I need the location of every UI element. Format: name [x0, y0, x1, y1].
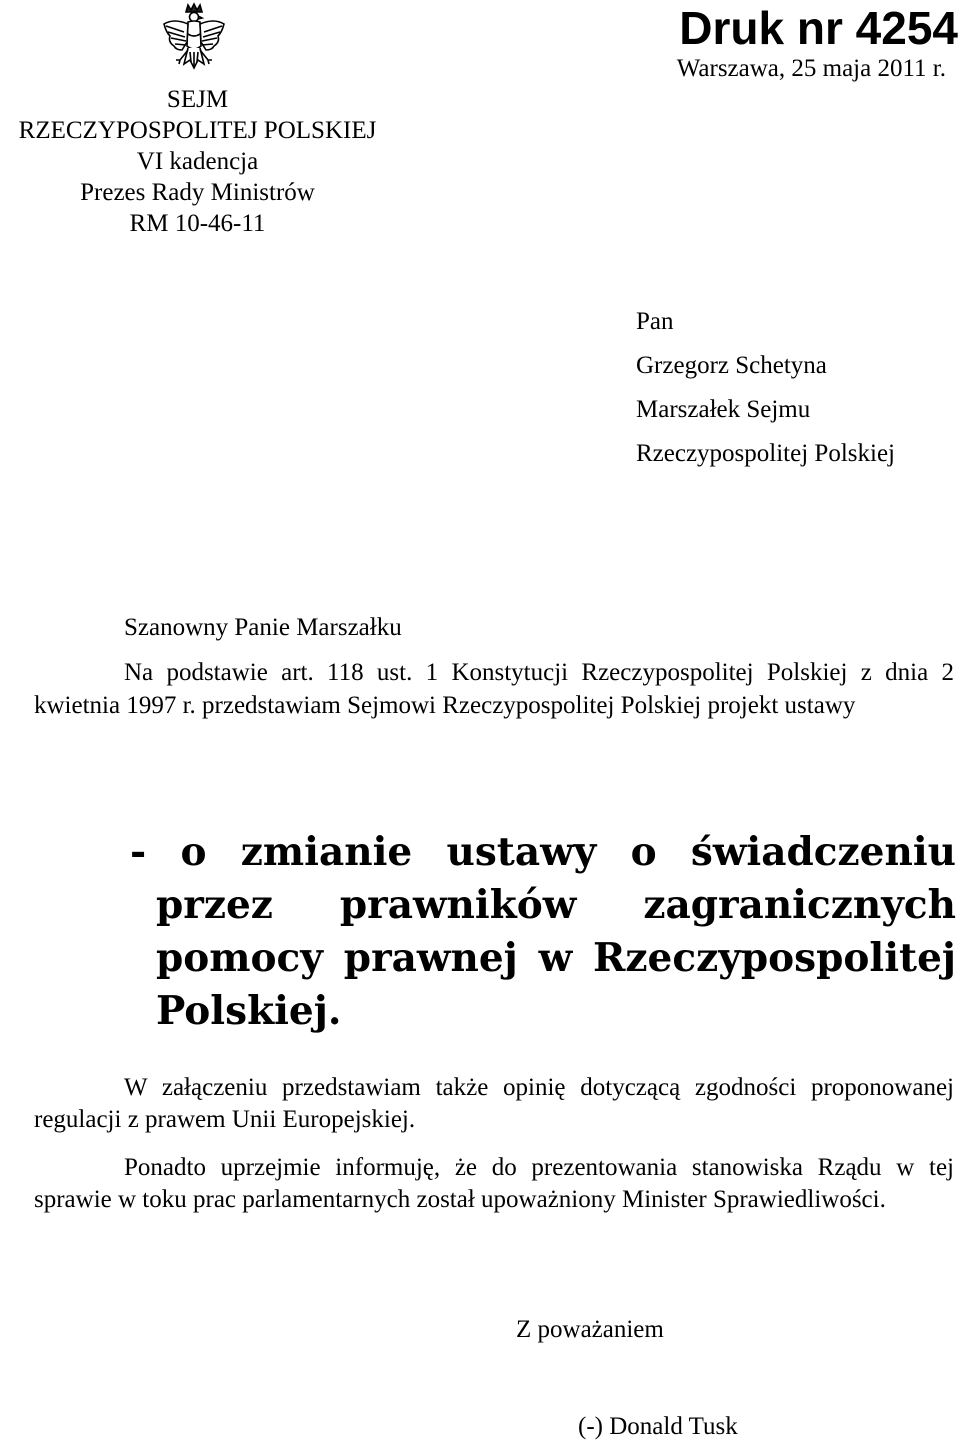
addressee-line: Grzegorz Schetyna — [636, 352, 827, 379]
sender-block — [0, 84, 395, 239]
sender-line: RZECZYPOSPOLITEJ POLSKIEJ — [18, 117, 377, 144]
addressee-line: Marszałek Sejmu — [636, 396, 811, 423]
closing-phrase: Z poważaniem — [516, 1316, 664, 1343]
place-date: Warszawa, 25 maja 2011 r. — [676, 55, 946, 82]
salutation: Szanowny Panie Marszałku — [124, 614, 402, 641]
body-paragraph: W załączeniu przedstawiam także opinię dotyczącą zgodności proponowanej regulacji z prawem Unii Europejskiej. — [34, 1074, 954, 1133]
sender-line: SEJM — [166, 86, 229, 113]
addressee-line: Pan — [636, 308, 674, 335]
addressee-line: Rzeczypospolitej Polskiej — [636, 440, 895, 467]
sender-line: VI kadencja — [136, 148, 259, 175]
signature: (-) Donald Tusk — [578, 1413, 738, 1440]
body-paragraph: Ponadto uprzejmie informuję, że do prezentowania stanowiska Rządu w tej sprawie w toku prac parlamentarnych został upoważniony Minister Sprawiedliwości. — [34, 1154, 954, 1213]
addressee-block — [636, 300, 895, 476]
reference-number: RM 10-46-11 — [129, 210, 266, 237]
print-number: Druk nr 4254 — [679, 2, 958, 54]
polish-eagle-emblem-icon — [160, 2, 228, 82]
bill-title: - o zmianie ustawy o świadczeniu przez prawników zagranicznych pomocy prawnej w Rzeczypospolitej Polskiej. — [130, 829, 956, 1034]
sender-line: Prezes Rady Ministrów — [80, 179, 315, 206]
body-paragraph: Na podstawie art. 118 ust. 1 Konstytucji Rzeczypospolitej Polskiej z dnia 2 kwietnia 1997 r. przedstawiam Sejmowi Rzeczypospolitej Polskiej projekt ustawy — [34, 659, 954, 719]
